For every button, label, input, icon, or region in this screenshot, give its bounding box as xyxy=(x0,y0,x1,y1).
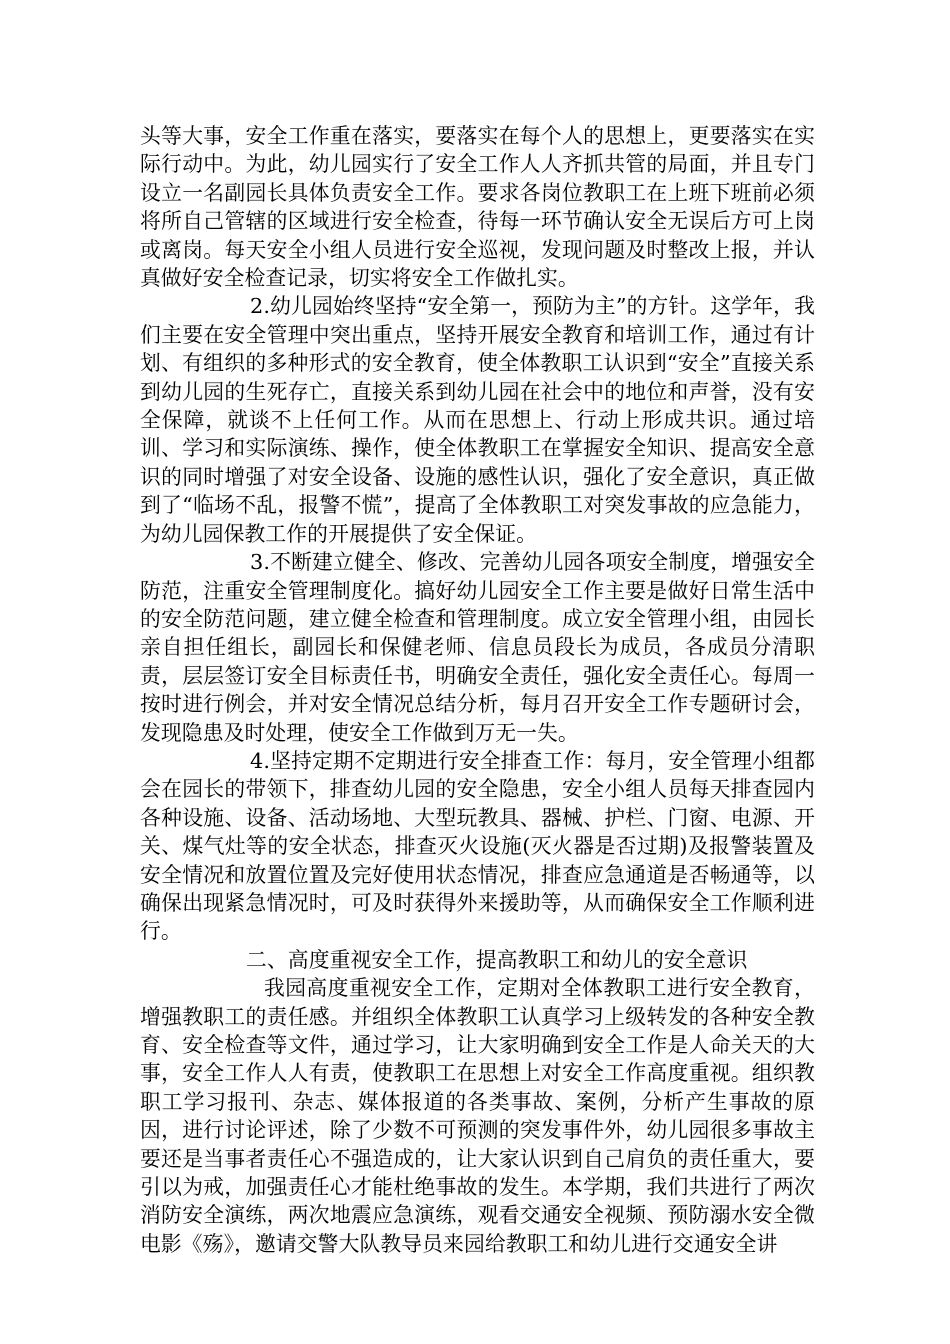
paragraph-item-3: 3.不断建立健全、修改、完善幼儿园各项安全制度，增强安全防范，注重安全管理制度化。搞好幼儿园安全工作主要是做好日常生活中的安全防范问题，建立健全检查和管理制度。成立安全管理小组，由园长亲自担任组长，副园长和保健老师、信息员段长为成员，各成员分清职责，层层签订安全目标责任书，明确安全责任，强化安全责任心。每周一按时进行例会，并对安全情况总结分析，每月召开安全工作专题研讨会，发现隐患及时处理，使安全工作做到万无一失。 xyxy=(140,550,815,745)
paragraph-section-2-body: 我园高度重视安全工作，定期对全体教职工进行安全教育，增强教职工的责任感。并组织全体教职工认真学习上级转发的各种安全教育、安全检查等文件，通过学习，让大家明确到安全工作是人命关天的大事，安全工作人人有责，使教职工在思想上对安全工作高度重视。组织教职工学习报刊、杂志、媒体报道的各类事故、案例，分析产生事故的原因，进行讨论评述，除了少数不可预测的突发事件外，幼儿园很多事故主要还是当事者责任心不强造成的，让大家认识到自己肩负的责任重大，要引以为戒，加强责任心才能杜绝事故的发生。本学期，我们共进行了两次消防安全演练，两次地震应急演练，观看交通安全视频、预防溺水安全微电影《殇》，邀请交警大队教导员来园给教职工和幼儿进行交通安全讲 xyxy=(140,976,815,1256)
paragraph-continuation: 头等大事，安全工作重在落实，要落实在每个人的思想上，更要落实在实际行动中。为此，幼儿园实行了安全工作人人齐抓共管的局面，并且专门设立一名副园长具体负责安全工作。要求各岗位教职工在上班下班前必须将所自己管辖的区域进行安全检查，待每一环节确认安全无误后方可上岗或离岗。每天安全小组人员进行安全巡视，发现问题及时整改上报，并认真做好安全检查记录，切实将安全工作做扎实。 xyxy=(140,124,815,291)
paragraph-item-4: 4.坚持定期不定期进行安全排查工作：每月，安全管理小组都会在园长的带领下，排查幼儿园的安全隐患，安全小组人员每天排查园内各种设施、设备、活动场地、大型玩教具、器械、护栏、门窗、电源、开关、煤气灶等的安全状态，排查灭火设施(灭火器是否过期)及报警装置及安全情况和放置位置及完好使用状态情况，排查应急通道是否畅通等，以确保出现紧急情况时，可及时获得外来援助等，从而确保安全工作顺利进行。 xyxy=(140,748,815,944)
document-page xyxy=(140,122,815,1258)
section-heading-2: 二、高度重视安全工作，提高教职工和幼儿的安全意识 xyxy=(246,947,748,972)
paragraph-item-2: 2.幼儿园始终坚持“安全第一，预防为主”的方针。这学年，我们主要在安全管理中突出重点，坚持开展安全教育和培训工作，通过有计划、有组织的多种形式的安全教育，使全体教职工认识到“安全”直接关系到幼儿园的生死存亡，直接关系到幼儿园在社会中的地位和声誉，没有安全保障，就谈不上任何工作。从而在思想上、行动上形成共识。通过培训、学习和实际演练、操作，使全体教职工在掌握安全知识、提高安全意识的同时增强了对安全设备、设施的感性认识，强化了安全意识，真正做到了“临场不乱，报警不慌”，提高了全体教职工对突发事故的应急能力，为幼儿园保教工作的开展提供了安全保证。 xyxy=(140,294,815,546)
